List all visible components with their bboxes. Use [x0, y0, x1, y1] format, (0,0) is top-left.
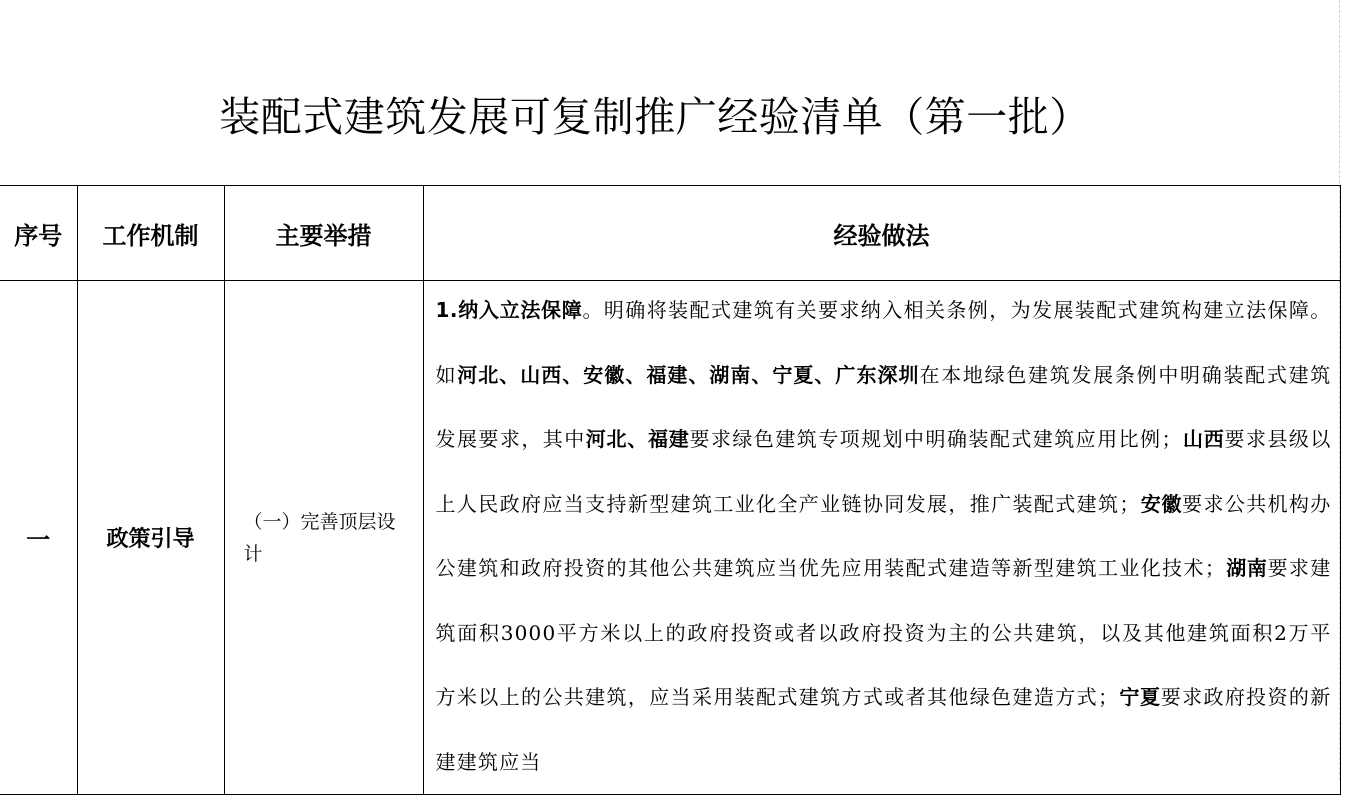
- practice-seg: 安徽: [1140, 491, 1183, 516]
- experience-list-table: [0, 185, 1341, 795]
- practice-seg: 宁夏: [1119, 685, 1161, 709]
- practice-seg: 河北、山西、安徽、福建、湖南、宁夏、广东深圳: [457, 362, 920, 387]
- practice-seg: 1.纳入立法保障: [435, 298, 583, 322]
- practice-seg: 在本地绿色建筑发展条例中明确装配式建筑发展要求，其中: [435, 362, 1332, 451]
- row-mechanism: 政策引导: [77, 281, 224, 795]
- header-measure: 主要举措: [224, 186, 423, 281]
- practice-seg: 要求公共机构办公建筑和政府投资的其他公共建筑应当优先应用装配式建造等新型建筑工业化技术；: [435, 491, 1332, 580]
- practice-seg: 要求政府投资的新建建筑应当: [435, 685, 1332, 774]
- practice-seg: 山西: [1182, 427, 1225, 451]
- practice-seg: 。明确将装配式建筑有关要求纳入相关条例，为发展装配式建筑构建立法保障。如: [435, 298, 1332, 387]
- header-mechanism: 工作机制: [77, 186, 224, 281]
- header-index: 序号: [0, 186, 77, 281]
- row-measure: （一）完善顶层设计: [243, 510, 396, 565]
- practice-seg: 湖南: [1226, 556, 1268, 580]
- practice-seg: 河北、福建: [585, 427, 690, 451]
- row-measure-cell: [224, 281, 423, 795]
- row-practice: [436, 278, 1332, 794]
- practice-seg: 要求建筑面积3000平方米以上的政府投资或者以政府投资为主的公共建筑，以及其他建筑面积2万平方米以上的公共建筑，应当采用装配式建筑方式或者其他绿色建造方式；: [435, 556, 1332, 709]
- row-index: 一: [0, 281, 77, 795]
- row-practice-cell: [423, 281, 1340, 795]
- table-header-row: [0, 186, 1340, 281]
- practice-seg: 要求县级以上人民政府应当支持新型建筑工业化全产业链协同发展，推广装配式建筑；: [435, 427, 1332, 516]
- practice-seg: 要求绿色建筑专项规划中明确装配式建筑应用比例；: [689, 427, 1183, 451]
- table-row: [0, 281, 1340, 795]
- header-practice: 经验做法: [423, 186, 1340, 281]
- document-title: 装配式建筑发展可复制推广经验清单（第一批）: [219, 93, 1091, 142]
